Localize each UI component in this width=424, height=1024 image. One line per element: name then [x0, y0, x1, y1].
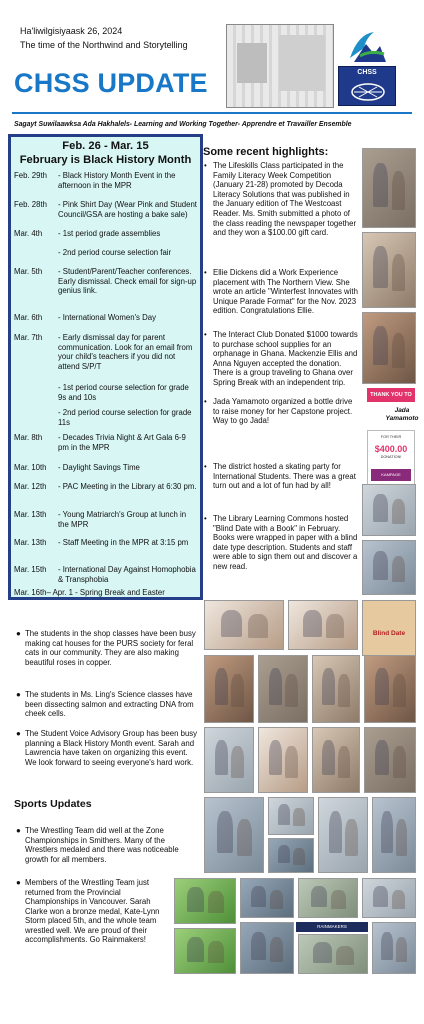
event-text: - Decades Trivia Night & Art Gala 6-9 pm in the MPR: [58, 433, 186, 452]
book-display-photo: [288, 600, 358, 650]
event-date: Mar. 6th: [14, 313, 43, 322]
event-date: Mar. 13th: [14, 538, 47, 547]
event-text: - International Women's Day: [58, 313, 156, 322]
tagline: Sagayt Suwilaawksa Ada Hakhalels- Learning and Working Together- Apprendre et Travailler Ensemble: [14, 121, 352, 128]
science-class-photo: [312, 727, 360, 793]
highlight-item: [204, 268, 359, 326]
event-date: Mar. 8th: [14, 433, 43, 442]
wrestling-photo: [268, 797, 314, 835]
event-text: - Young Matriarch's Group at lunch in the MPR: [58, 510, 187, 529]
highlight-text: Ellie Dickens did a Work Experience placement with The Northern View. She wrote an article "Winterfest Innovates with Unique Parade Format" for the Nov. 2023 edition. Congratulations Ellie.: [213, 268, 358, 316]
news-text: The Student Voice Advisory Group has been busy planning a Black History Month event. Sarah and Lawrencia have taken on organizing this event. We look forward to seeing everyone's hard work.: [25, 729, 198, 767]
ellie-dickens-photo: [362, 232, 416, 308]
calendar-theme: February is Black History Month: [19, 154, 192, 166]
chss-badge-icon: [338, 66, 396, 106]
news-text: The students in the shop classes have been busy making cat houses for the PURS society for feral cats in our community. They are also making beautiful roses in copper.: [25, 629, 196, 667]
skating-photo: [362, 484, 416, 536]
event-text: - Black History Month Event in the afternoon in the MPR: [58, 171, 176, 190]
bullet-icon: •: [204, 268, 207, 277]
bullet-icon: •: [204, 161, 207, 170]
calendar-event: [11, 171, 200, 191]
highlight-item: [204, 161, 359, 257]
highlight-text: Jada Yamamoto organized a bottle drive to raise money for her Capstone project. Way to go Jada!: [213, 397, 353, 426]
wrestling-team-photo: [174, 878, 236, 924]
event-text: - 1st period grade assemblies: [58, 229, 161, 238]
sports-item: [16, 826, 198, 874]
sports-text: Members of the Wrestling Team just returned from the Provincial Championships in Vancouver. Sarah Clarke won a bronze medal, Kate-Lynn Storm placed 5th, and the whole team wrestled well. We are proud of their accomplishments. Go Rainmakers!: [25, 878, 160, 944]
shop-class-photo: [204, 655, 254, 723]
skating-rink-photo: [362, 540, 416, 595]
bullet-icon: ●: [16, 690, 21, 699]
highlight-item: [204, 462, 359, 510]
event-text: - Pink Shirt Day (Wear Pink and Student Council/GSA are hosting a bake sale): [58, 200, 197, 219]
calendar-box: [8, 134, 203, 600]
card-banner: KAMPAGE: [371, 469, 411, 481]
event-date: Mar. 7th: [14, 333, 43, 342]
news-item: [16, 690, 198, 728]
highlight-item: [204, 330, 359, 397]
calendar-event: [11, 200, 200, 220]
newsletter-title: CHSS UPDATE: [14, 68, 208, 98]
library-photo: [204, 600, 284, 650]
event-text: - 2nd period course selection for grade 11s: [58, 408, 192, 427]
bullet-icon: ●: [16, 878, 21, 887]
issue-date: Ha'liwilgisiyaask 26, 2024: [20, 26, 123, 36]
event-date: Mar. 10th: [14, 463, 47, 472]
card-amount: $400.00: [374, 444, 408, 454]
event-date: Mar. 13th: [14, 510, 47, 519]
bullet-icon: •: [204, 330, 207, 339]
event-text: - 2nd period course selection fair: [58, 248, 172, 257]
wrestling-team-photo: [240, 878, 294, 918]
event-text: - Student/Parent/Teacher conferences. Early dismissal. Check email for sign-up genius link.: [58, 267, 197, 295]
event-date: Feb. 29th: [14, 171, 47, 180]
bullet-icon: •: [204, 462, 207, 471]
event-text: Mar. 16th– Apr. 1 - Spring Break and Easter: [14, 588, 165, 597]
lifeskills-class-photo: [362, 148, 416, 228]
highlight-text: The Interact Club Donated $1000 towards to purchase school supplies for an orphanage in Ghana. Mackenzie Ellis and Anna Nguyen accepted the donation. There is a group traveling to Ghana over Spring Break with an independent trip.: [213, 330, 358, 387]
news-item: [16, 729, 198, 787]
wrestling-team-photo: [240, 922, 294, 974]
science-class-photo: [364, 727, 416, 793]
highlight-text: The Lifeskills Class participated in the Family Literacy Week Competition (January 21-28) promoted by Decoda Literacy Solutions that was published in the January edition of The Westcoast Reader. Ms. Smith submitted a photo of the class reading the newspaper together and they won a $100.00 gift card.: [213, 161, 357, 238]
event-text: - Staff Meeting in the MPR at 3:15 pm: [58, 538, 189, 547]
highlight-item: [204, 514, 359, 594]
wrestling-team-photo: [298, 934, 368, 974]
sports-item: [16, 878, 174, 978]
title-divider: [12, 112, 412, 114]
wrestling-photo: [372, 797, 416, 873]
copper-rose-photo: [364, 655, 416, 723]
highlights-title: Some recent highlights:: [203, 146, 329, 158]
event-text: - PAC Meeting in the Library at 6:30 pm.: [58, 482, 197, 491]
highlight-text: The district hosted a skating party for International Students. There was a great turn out and a lot of fun had by all!: [213, 462, 356, 491]
calendar-dates: Feb. 26 - Mar. 15: [62, 140, 149, 152]
bullet-icon: •: [204, 514, 207, 523]
event-text: - International Day Against Homophobia & Transphobia: [58, 565, 196, 584]
blind-date-label: Blind Date: [372, 630, 406, 637]
card-for: FOR THEIR: [380, 435, 402, 439]
sports-title: Sports Updates: [14, 798, 92, 810]
shop-class-photo: [258, 655, 308, 723]
wrestling-team-photo: [372, 922, 416, 974]
science-class-photo: [204, 727, 254, 793]
highlight-item: [204, 397, 359, 425]
event-text: - 1st period course selection for grade 9s and 10s: [58, 383, 189, 402]
news-text: The students in Ms. Ling's Science classes have been dissecting salmon and extracting DNA from cheek cells.: [25, 690, 194, 718]
event-text: - Daylight Savings Time: [58, 463, 140, 472]
event-date: Mar. 5th: [14, 267, 43, 276]
bullet-icon: •: [204, 397, 207, 406]
wrestling-team-photo: [174, 928, 236, 974]
card-donation: DONATION!: [380, 455, 402, 459]
event-date: Mar. 15th: [14, 565, 47, 574]
wrestling-team-photo: [298, 878, 358, 918]
thank-you-name: Jada Yamamoto: [385, 407, 419, 422]
event-date: Feb. 28th: [14, 200, 47, 209]
blind-date-book-photo: [362, 600, 416, 656]
sports-text: The Wrestling Team did well at the Zone Championships in Smithers. Many of the Wrestlers medaled and there was noticeable growth for all members.: [25, 826, 179, 864]
wrestling-photo: [204, 797, 264, 873]
wrestling-photo: [268, 838, 314, 873]
event-date: Mar. 4th: [14, 229, 43, 238]
bullet-icon: ●: [16, 629, 21, 638]
bullet-icon: ●: [16, 729, 21, 738]
badge-label: CHSS: [357, 69, 377, 76]
event-date: Mar. 12th: [14, 482, 47, 491]
bullet-icon: ●: [16, 826, 21, 835]
issue-subtitle: The time of the Northwind and Storytelling: [20, 40, 188, 50]
science-class-photo: [258, 727, 308, 793]
news-item: [16, 629, 198, 687]
thank-you-banner: THANK YOU TO: [367, 388, 415, 402]
header-photo: [226, 24, 334, 108]
wrestling-team-photo: [362, 878, 416, 918]
wrestling-photo: [318, 797, 368, 873]
event-text: - Early dismissal day for parent communication. Look for an email from your child's teachers if you did not attend S/P/T: [58, 333, 193, 371]
highlight-text: The Library Learning Commons hosted "Blind Date with a Book" in February. Books were wrapped in paper with a blind date type description. Students and staff were able to sign them out and discover a new read.: [213, 514, 358, 571]
school-logo-icon: [344, 28, 388, 68]
interact-club-photo: [362, 312, 416, 384]
rainmakers-banner: RAINMAKERS: [296, 922, 368, 932]
shop-class-photo: [312, 655, 360, 723]
